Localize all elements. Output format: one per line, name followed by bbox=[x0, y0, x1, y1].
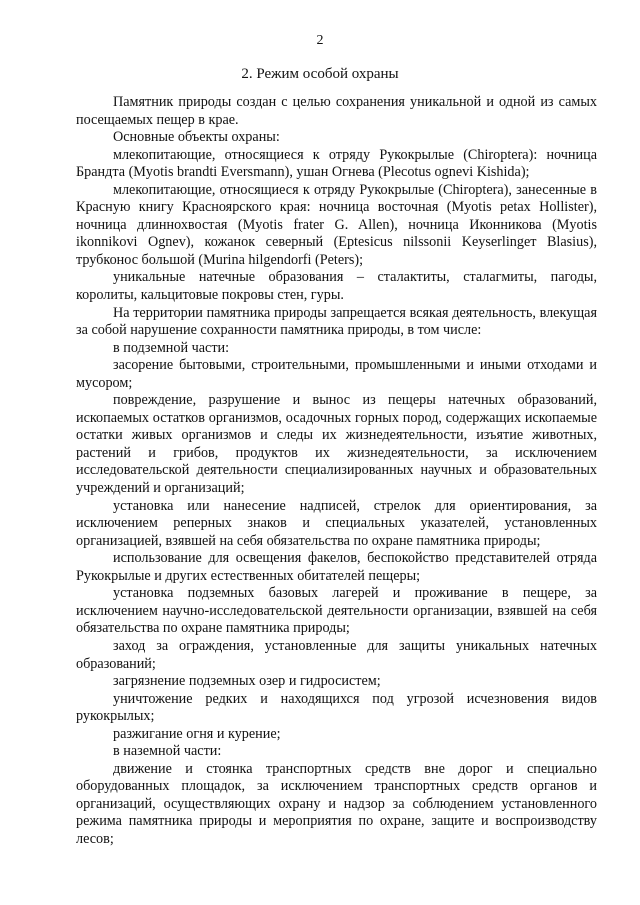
paragraph-damage: повреждение, разрушение и вынос из пещеры натечных образований, ископаемых остатков организмов, осадочных горных пород, содержащих ископаемые остатки живых организмов и следы их жизнедеятельности, изъятие животных, растений и грибов, продуктов их жизнедеятельности, за исключением исследовательской деятельности специализированных научных и образовательных учреждений и организаций; bbox=[76, 392, 597, 497]
section-title: 2. Режим особой охраны bbox=[241, 66, 399, 82]
paragraph-vehicles: движение и стоянка транспортных средств вне дорог и специально оборудованных площадок, за исключением транспортных средств органов и организаций, осуществляющих охрану и надзор за соблюдением установленного режима памятника природы и мероприятия по охране, защите и воспроизводству лесов; bbox=[76, 760, 597, 847]
paragraph-mammals: млекопитающие, относящиеся к отряду Рукокрылые (Chiroptera): ночница Брандта (Myotis brandti Eversmann), ушан Огнева (Plecotus ognevi Kishida); bbox=[76, 146, 597, 181]
paragraph-inscriptions: установка или нанесение надписей, стрелок для ориентирования, за исключением реперных знаков и специальных указателей, установленных организацией, взявшей на себя обязательства по охране памятника природы; bbox=[76, 497, 597, 549]
page-number: 2 bbox=[316, 33, 324, 48]
paragraph-lakes: загрязнение подземных озер и гидросистем; bbox=[113, 673, 381, 690]
paragraph-littering: засорение бытовыми, строительными, промышленными и иными отходами и мусором; bbox=[76, 357, 597, 391]
paragraph-torches: использование для освещения факелов, беспокойство представителей отряда Рукокрылые и других естественных обитателей пещеры; bbox=[76, 550, 597, 584]
paragraph-fire: разжигание огня и курение; bbox=[113, 725, 281, 742]
paragraph-bats: уничтожение редких и находящихся под угрозой исчезновения видов рукокрылых; bbox=[76, 690, 597, 725]
paragraph-fences: заход за ограждения, установленные для защиты уникальных натечных образований; bbox=[76, 637, 597, 672]
paragraph-formations: уникальные натечные образования – сталактиты, сталагмиты, пагоды, королиты, кальцитовые покровы стен, гуры. bbox=[76, 269, 597, 304]
paragraph-underground-heading: в подземной части: bbox=[113, 339, 230, 356]
paragraph-objects-heading: Основные объекты охраны: bbox=[113, 129, 280, 146]
paragraph-purpose: Памятник природы создан с целью сохранения уникальной и одной из самых посещаемых пещер в крае. bbox=[76, 94, 597, 128]
paragraph-red-book-mammals: млекопитающие, относящиеся к отряду Рукокрылые (Chiroptera), занесенные в Красную книгу Красноярского края: ночница восточная (Myotis petax Hollister), ночница длиннохвостая (Myotis frater G. Allen), ночница Иконникова (Myotis ikonnikovi Ognev), кожанок северный (Eptesicus nilssonii Keyserlingeт Blasius), трубконос большой (Murina hilgendorfi (Peters); bbox=[76, 181, 597, 268]
paragraph-camps: установка подземных базовых лагерей и проживание в пещере, за исключением научно-исследовательской деятельности организации, взявшей на себя обязательства по охране памятника природы; bbox=[76, 585, 597, 637]
paragraph-prohibitions: На территории памятника природы запрещается всякая деятельность, влекущая за собой нарушение сохранности памятника природы, в том числе: bbox=[76, 304, 597, 339]
paragraph-surface-heading: в наземной части: bbox=[113, 743, 222, 760]
document-body bbox=[76, 94, 597, 849]
